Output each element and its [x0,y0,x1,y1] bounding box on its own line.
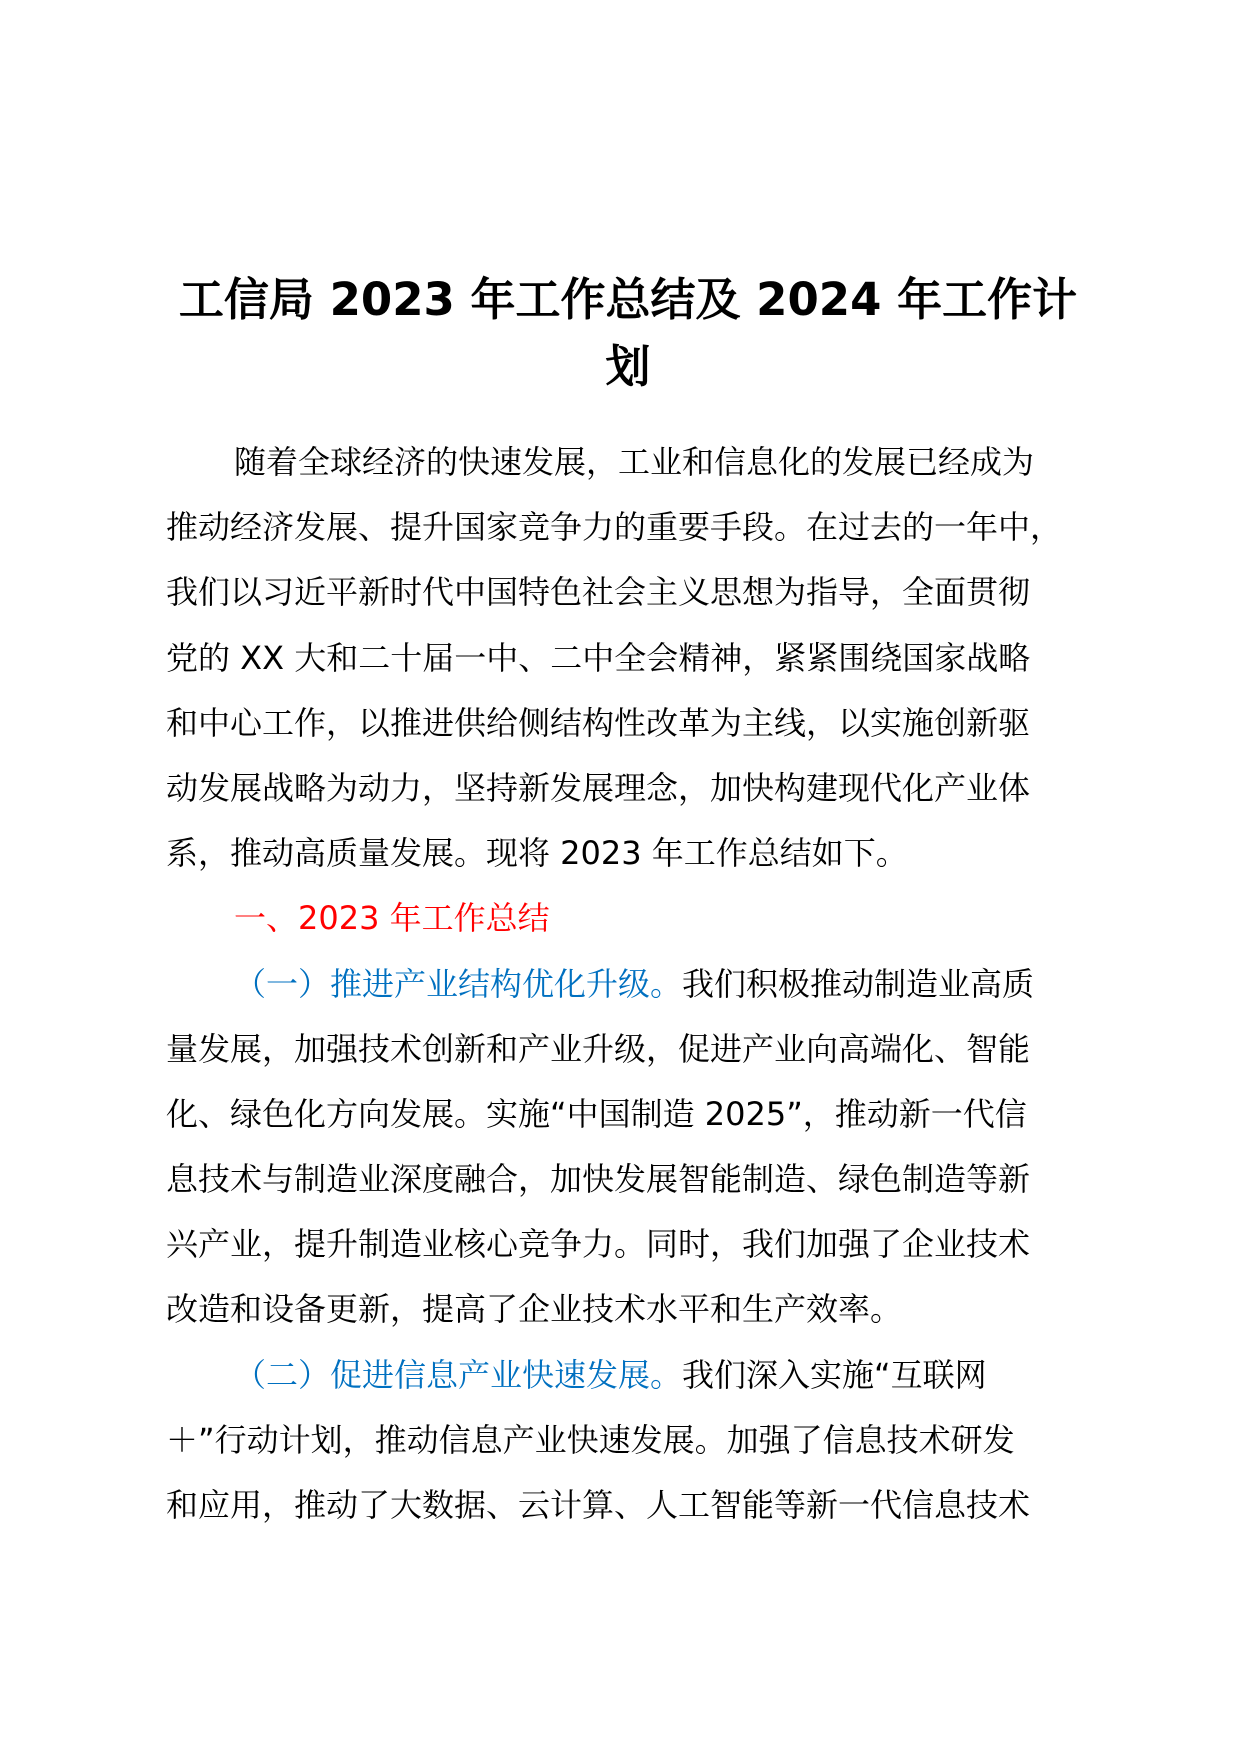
title-line-1: 工信局 2023 年工作总结及 2024 年工作计 [178,273,1078,326]
text-segment: 我们深入实施“互联网 [682,1355,987,1394]
text-line [166,691,1106,756]
text-line [166,1408,1106,1473]
text-segment: 我们以习近平新时代中国特色社会主义思想为指导，全面贯彻 [166,573,1031,612]
text-segment: 化、绿色化方向发展。实施“中国制造 2025”，推动新一代信 [166,1094,1027,1133]
text-segment: 和中心工作，以推进供给侧结构性改革为主线，以实施创新驱 [166,703,1031,742]
text-line [166,1147,1106,1212]
text-line [166,886,1106,951]
text-line [166,1212,1106,1277]
text-segment: 系，推动高质量发展。现将 2023 年工作总结如下。 [166,834,908,873]
subsection-heading: （二）促进信息产业快速发展。 [234,1355,683,1394]
text-segment: 推动经济发展、提升国家竞争力的重要手段。在过去的一年中， [166,508,1063,547]
text-line [166,1473,1106,1538]
text-segment: 息技术与制造业深度融合，加快发展智能制造、绿色制造等新 [166,1160,1031,1199]
text-line [166,821,1106,886]
text-segment: 和应用，推动了大数据、云计算、人工智能等新一代信息技术 [166,1486,1031,1524]
subsection-heading: （一）推进产业结构优化升级。 [234,964,683,1003]
title-line-2: 划 [605,340,651,393]
text-line [166,430,1106,495]
text-line [166,1082,1106,1147]
document-title [150,266,1106,400]
text-segment: 改造和设备更新，提高了企业技术水平和生产效率。 [166,1290,903,1329]
text-line [166,1343,1106,1408]
text-line [166,626,1106,691]
text-line [166,495,1106,560]
text-line [166,1017,1106,1082]
text-segment: 随着全球经济的快速发展，工业和信息化的发展已经成为 [234,443,1035,481]
text-segment: 党的 XX 大和二十届一中、二中全会精神，紧紧围绕国家战略 [166,638,1031,677]
text-segment: 兴产业，提升制造业核心竞争力。同时，我们加强了企业技术 [166,1225,1031,1264]
text-segment: ＋”行动计划，推动信息产业快速发展。加强了信息技术研发 [166,1420,1015,1459]
text-segment: 动发展战略为动力，坚持新发展理念，加快构建现代化产业体 [166,768,1031,807]
text-line [166,952,1106,1017]
text-line [166,560,1106,625]
text-line [166,1277,1106,1342]
text-segment: 量发展，加强技术创新和产业升级，促进产业向高端化、智能 [166,1029,1031,1068]
section-heading: 一、2023 年工作总结 [234,899,550,938]
text-line [166,756,1106,821]
text-segment: 我们积极推动制造业高质 [682,964,1035,1003]
document-body [166,430,1106,1538]
